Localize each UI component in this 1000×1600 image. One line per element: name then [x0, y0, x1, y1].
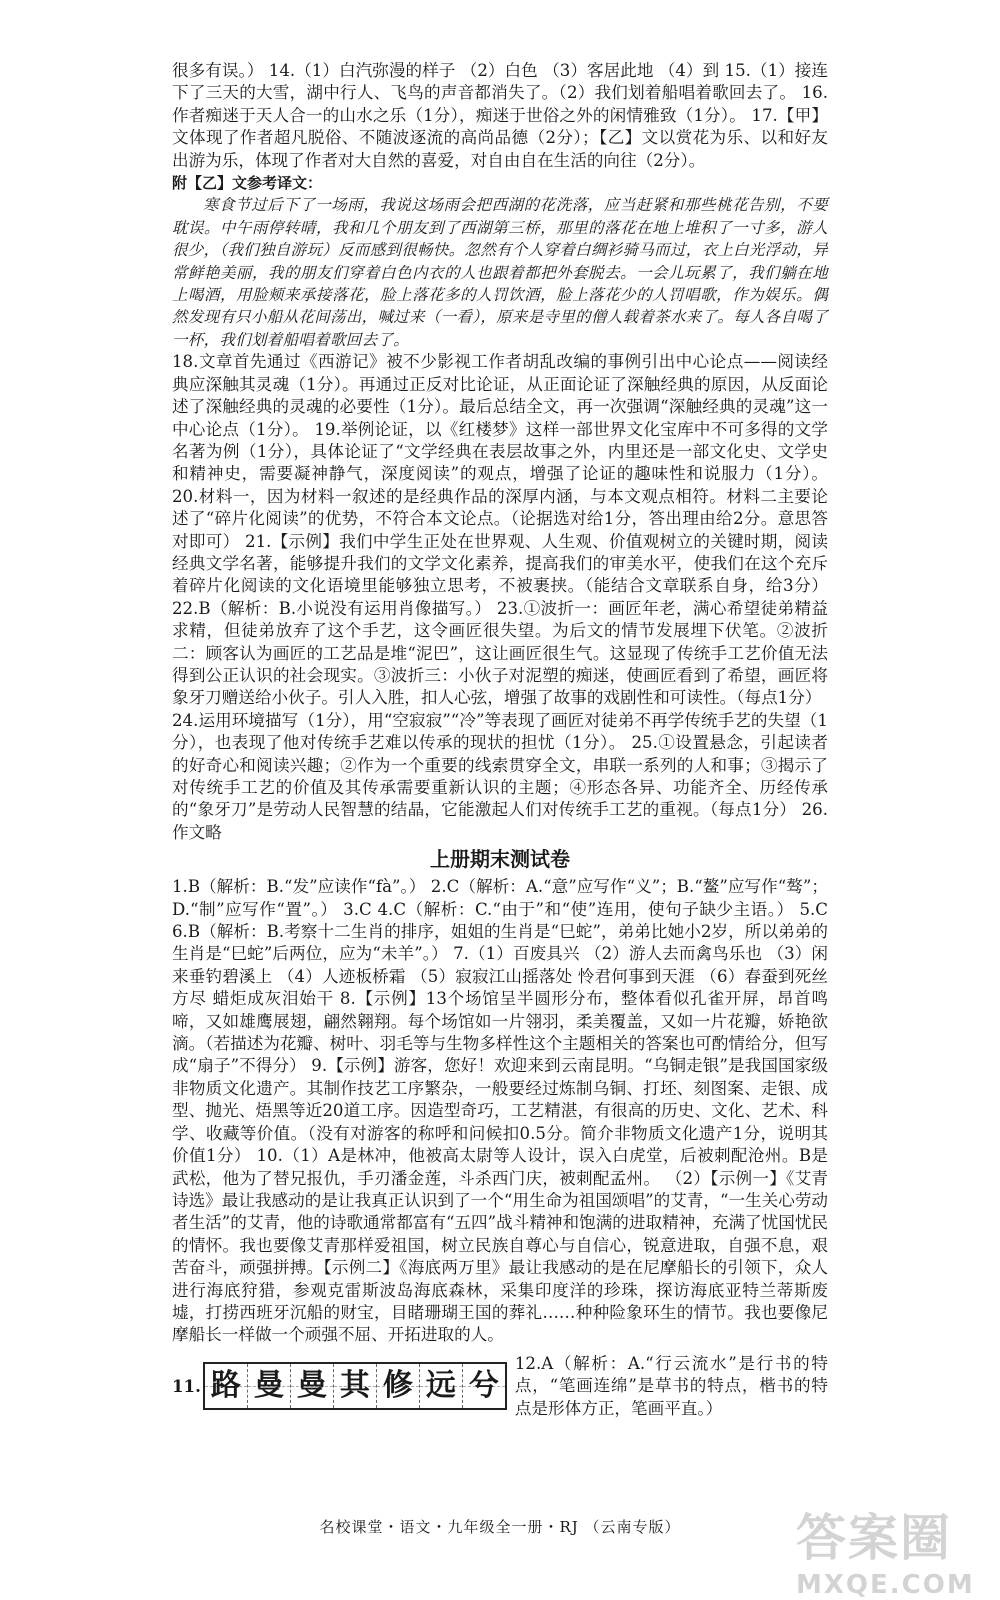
watermark-logo: [796, 1498, 986, 1600]
calligraphy-cell: 曼: [248, 1364, 291, 1408]
calligraphy-cell: 其: [334, 1364, 377, 1408]
section-heading: 上册期末测试卷: [430, 847, 570, 872]
calligraphy-cell: 远: [420, 1364, 463, 1408]
calligraphy-answer: [172, 1353, 828, 1420]
answers-18-23: 18.文章首先通过《西游记》被不少影视工作者胡乱改编的事例引出中心论点——阅读经典应深触其灵魂（1分）。再通过正反对比论证，从正面论证了深触经典的原因，从反面论述了深触经典的灵魂的必要性（1分）。最后总结全文，再一次强调“深触经典的灵魂”这一中心论点（1分）。 19.举例论证，以《红楼梦》这样一部世界文化宝库中不可多得的文学名著为例（1分），具体论证了“文学经典在表层故事之外，内里还是一部文化史、文学史和精神史，需要凝神静气，深度阅读”的观点，增强了论证的趣味性和说服力（1分）。 20.材料一，因为材料一叙述的是经典作品的深厚内涵，与本文观点相符。材料二主要论述了“碎片化阅读”的优势，不符合本文论点。（论据选对给1分，答出理由给2分。意思答对即可） 21.【示例】我们中学生正处在世界观、人生观、价值观树立的关键时期，阅读经典文学名著，能够提升我们的文学文化素养，提高我们的审美水平，使我们在这个充斥着碎片化阅读的文化语境里能够独立思考，不被裹挟。（能结合文章联系自身，给3分） 22.B（解析：B.小说没有运用肖像描写。） 23.①波折一：画匠年老，满心希望徒弟精益求精，但徒弟放弃了这个手艺，这令画匠很失望。为后文的情节发展埋下伏笔。②波折二：顾客认为画匠的工艺品是堆“泥巴”，这让画匠很生气。这显现了传统手工艺价值无法得到公正认识的社会现实。③波折三：小伙子对泥塑的痴迷，使画匠看到了希望，画匠将象牙刀赠送给小伙子。引人入胜，扣人心弦，增强了故事的戏剧性和可读性。（每点1分）: [172, 352, 828, 708]
calligraphy-cell: 曼: [291, 1364, 334, 1408]
calligraphy-number: 11.: [172, 1376, 201, 1397]
calligraphy-cell: 兮: [463, 1364, 505, 1408]
exam-answers-1-10: 1.B（解析：B.“发”应读作“fà”。） 2.C（解析：A.“意”应写作“义”；B.“鳌”应写作“骜”；D.“制”应写作“置”。） 3.C 4.C（解析：C.“由于”和“使”连用，使句子缺少主语。） 5.C 6.B（解析：B.考察十二生肖的排序，姐姐的生肖是“巳蛇”，弟弟比她小2岁，所以弟弟的生肖是“巳蛇”后两位，应为“未羊”。） 7.（1）百废具兴 （2）游人去而禽鸟乐也 （3）闲来垂钓碧溪上 （4）人迹板桥霜 （5）寂寂江山摇落处 怜君何事到天涯 （6）春蚕到死丝方尽 蜡炬成灰泪始干 8.【示例】13个场馆呈半圆形分布，整体看似孔雀开屏，昂首鸣啼，又如雄鹰展翅，翩然翱翔。每个场馆如一片翎羽，柔美覆盖，又如一片花瓣，娇艳欲滴。（若描述为花瓣、树叶、羽毛等与生物多样性这个主题相关的答案也可酌情给分，但写成“扇子”不得分） 9.【示例】游客，您好！欢迎来到云南昆明。“乌铜走银”是我国国家级非物质文化遗产。其制作技艺工序繁杂，一般要经过炼制乌铜、打坯、刻图案、走银、成型、抛光、焐黑等近20道工序。因造型奇巧，工艺精湛，有很高的历史、文化、艺术、科学、收藏等价值。（没有对游客的称呼和问候扣0.5分。简介非物质文化遗产1分，说明其价值1分） 10.（1）A是林冲，他被高太尉等人设计，误入白虎堂，后被刺配沧州。B是武松，他为了替兄报仇，手刃潘金莲，斗杀西门庆，被刺配孟州。 （2）【示例一】《艾青诗选》最让我感动的是让我真正认识到了一个“用生命为祖国颂唱”的艾青，“一生关心劳动者生活”的艾青，他的诗歌通常都富有“五四”战斗精神和饱满的进取精神，充满了忧国忧民的情怀。我也要像艾青那样爱祖国，树立民族自尊心与自信心，锐意进取，自强不息，艰苦奋斗，顽强拼搏。【示例二】《海底两万里》最让我感动的是在尼摩船长的引领下，众人进行海底狩猎，参观克雷斯波岛海底森林，采集印度洋的珍珠，探访海底亚特兰蒂斯废墟，打捞西班牙沉船的财宝，目睹珊瑚王国的葬礼……种种险象环生的情节。我也要像尼摩船长一样做一个顽强不屈、开拓进取的人。: [172, 877, 829, 1345]
watermark-url: MXQE.COM: [796, 1570, 975, 1600]
answers-14-17: 很多有误。） 14.（1）白汽弥漫的样子 （2）白色 （3）客居此地 （4）到 15.（1）接连下了三天的大雪，湖中行人、飞鸟的声音都消失了。（2）我们划着船唱着歌回去了。 16.作者痴迷于天人合一的山水之乐（1分），痴迷于世俗之外的闲情雅致（1分）。 17.【甲】文体现了作者超凡脱俗、不随波逐流的高尚品德（2分）；【乙】文以赏花为乐、以和好友出游为乐，体现了作者对大自然的喜爱，对自由自在生活的向往（2分）。: [172, 61, 828, 170]
watermark-text: 答案圈: [796, 1509, 952, 1567]
answers-24-26: 24.运用环境描写（1分），用“空寂寂”“冷”等表现了画匠对徒弟不再学传统手艺的失望（1分），也表现了他对传统手艺难以传承的现状的担忧（1分）。 25.①设置悬念，引起读者的好奇心和阅读兴趣；②作为一个重要的线索贯穿全文，串联一系列的人和事；③揭示了对传统手工艺的价值及其传承需要重新认识的主题；④形态各异、功能齐全、历经传承的“象牙刀”是劳动人民智慧的结晶，它能激起人们对传统手工艺的重视。（每点1分） 26.作文略: [172, 710, 828, 842]
answer-page: [172, 60, 828, 1420]
calligraphy-cell: 路: [205, 1364, 248, 1408]
calligraphy-cell: 修: [377, 1364, 420, 1408]
page-footer: 名校课堂・语文・九年级全一册・RJ （云南专版）: [319, 1518, 681, 1536]
calligraphy-grid: [203, 1362, 507, 1410]
answer-12: 12.A（解析：A.“行云流水”是行书的特点，“笔画连绵”是草书的特点，楷书的特点是形体方正，笔画平直。）: [514, 1353, 828, 1418]
translation-heading: 附【乙】文参考译文：: [172, 174, 323, 193]
translation-text: 寒食节过后下了一场雨，我说这场雨会把西湖的花洗落，应当赶紧和那些桃花告别，不要耽误。中午雨停转晴，我和几个朋友到了西湖第三桥，那里的落花在地上堆积了一寸多，游人很少，（我们独自游玩）反而感到很畅快。忽然有个人穿着白绸衫骑马而过，衣上白光浮动，异常鲜艳美丽，我的朋友们穿着白色内衣的人也跟着都把外套脱去。一会儿玩累了，我们躺在地上喝酒，用脸颊来承接落花，脸上落花多的人罚饮酒，脸上落花少的人罚唱歌，作为娱乐。偶然发现有只小船从花间荡出，喊过来（一看），原来是寺里的僧人载着茶水来了。每人各自喝了一杯，我们划着船唱着歌回去了。: [172, 196, 828, 349]
